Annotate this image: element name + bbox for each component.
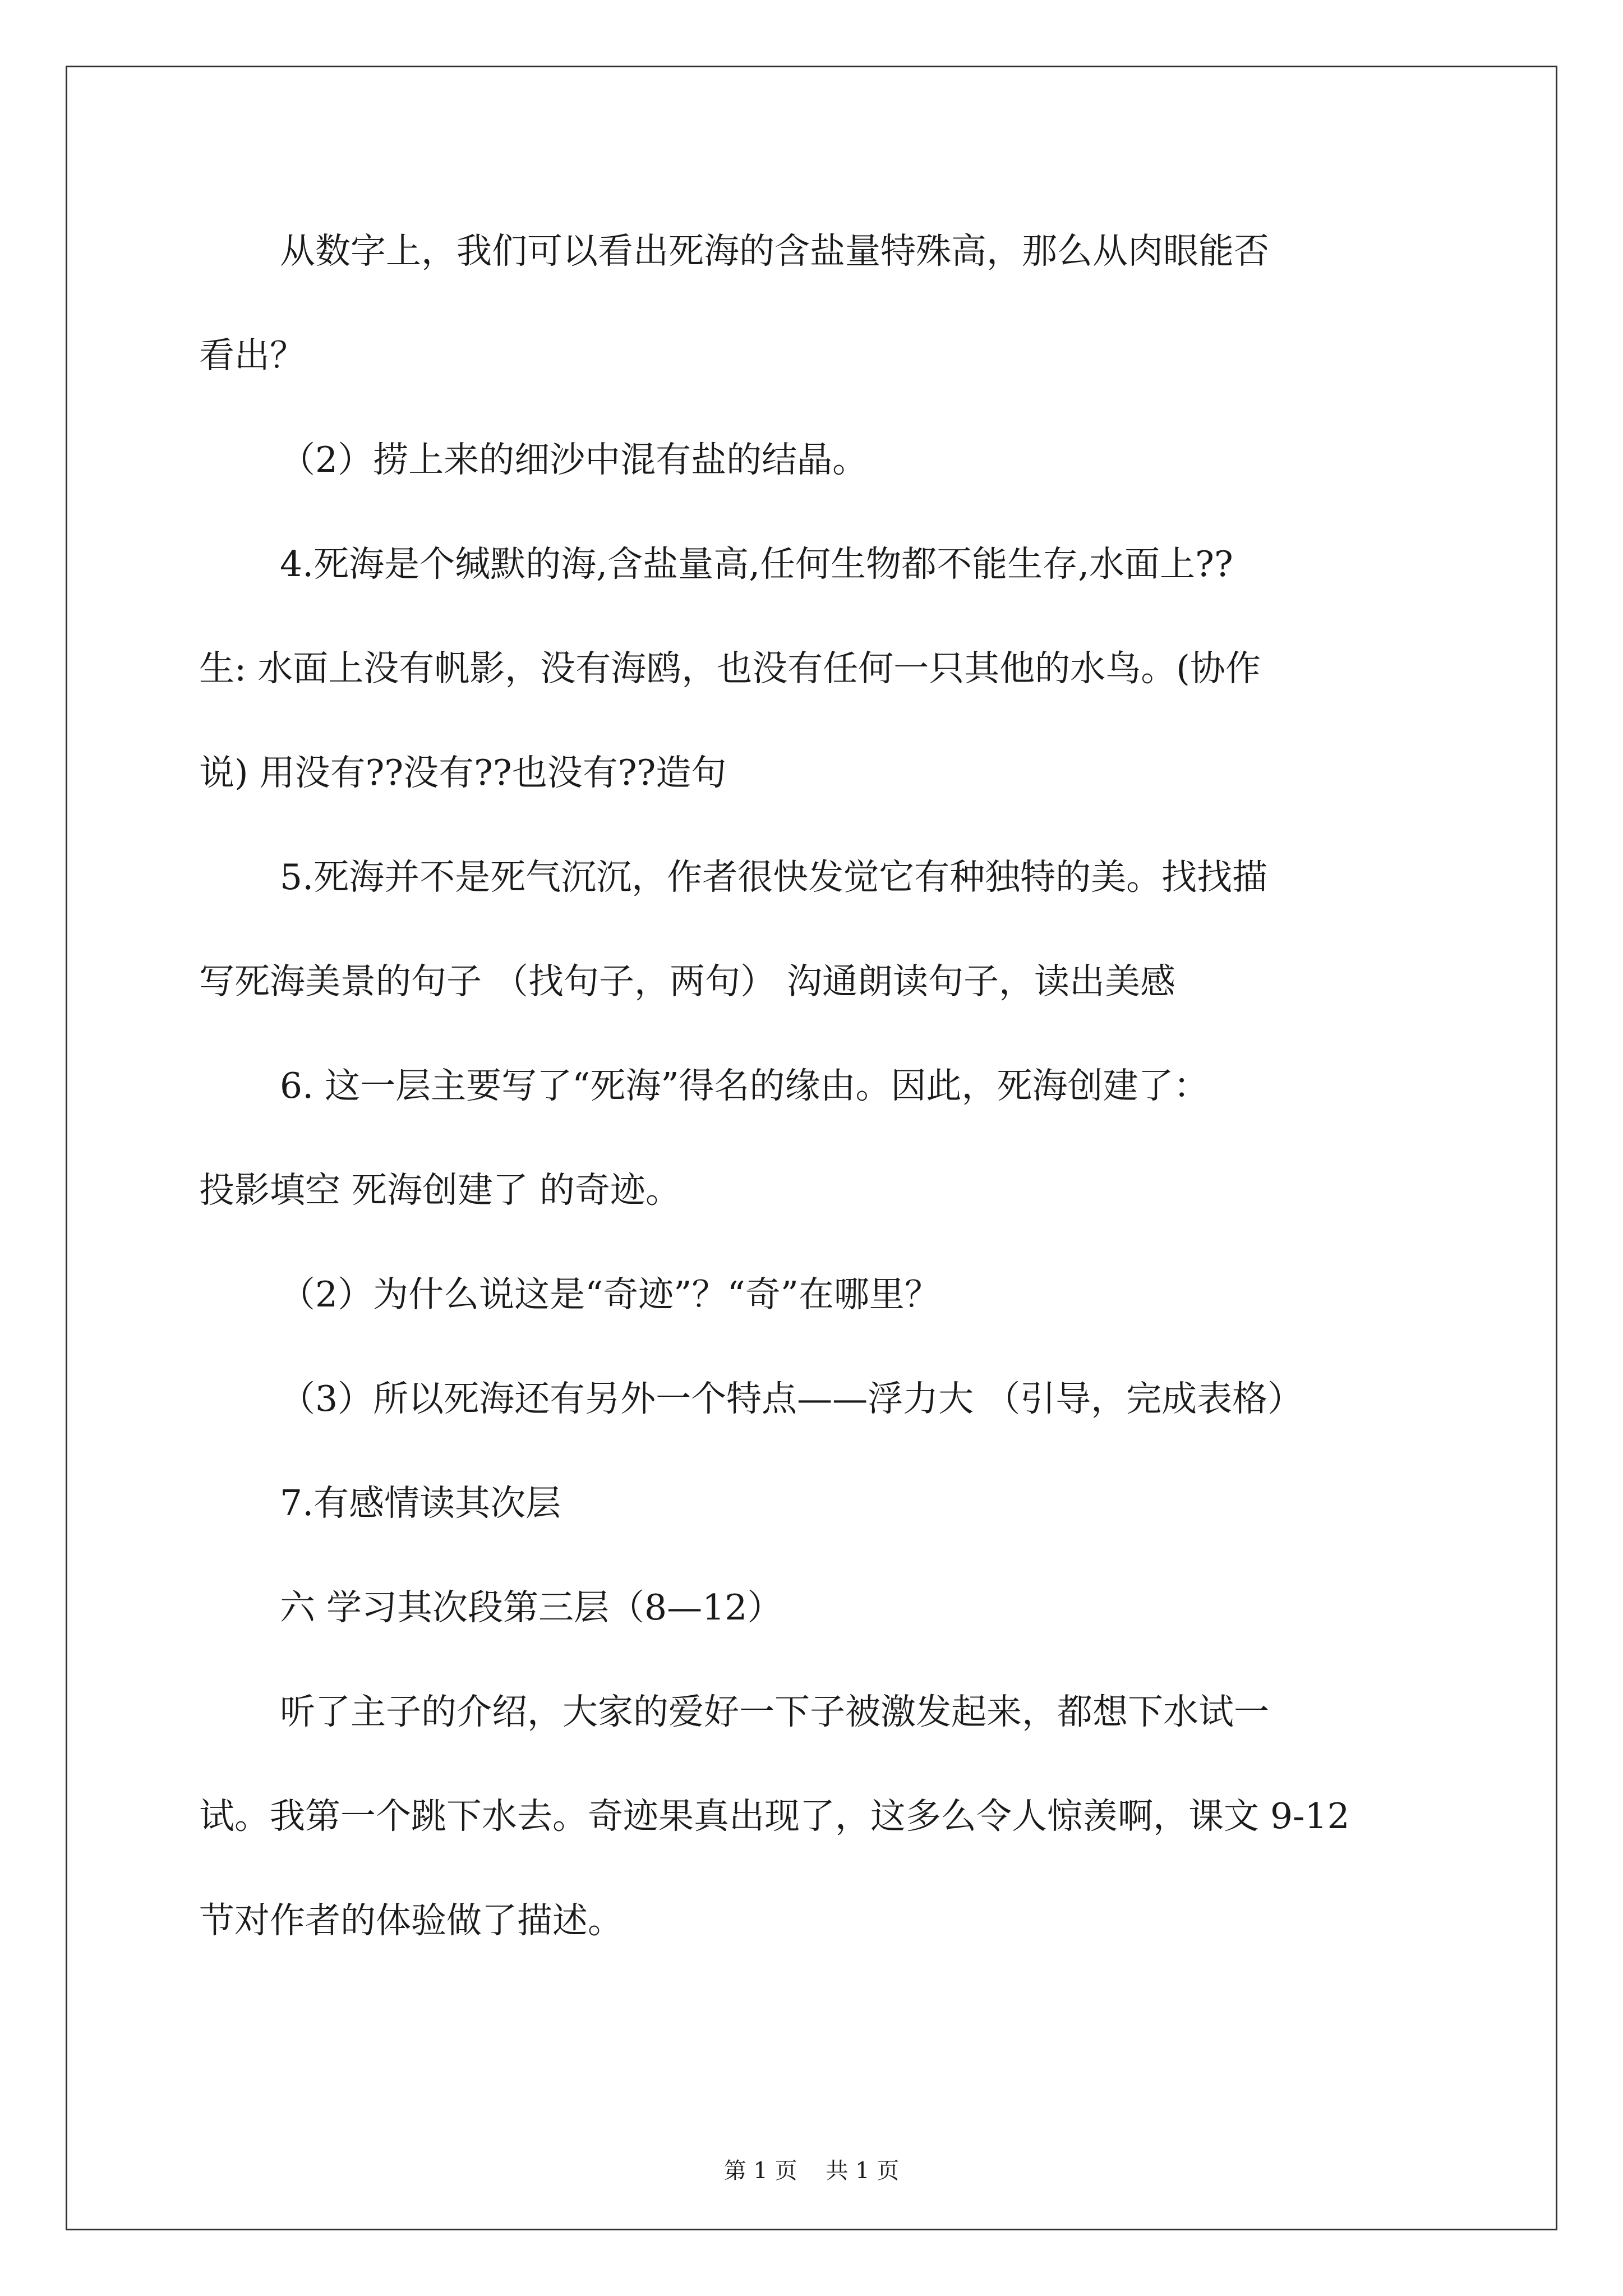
paragraph-line: 5.死海并不是死气沉沉，作者很快发觉它有种独特的美。找找描 bbox=[280, 857, 1268, 898]
paragraph-line: 4.死海是个缄默的海,含盐量高,任何生物都不能生存,水面上?? bbox=[280, 544, 1233, 585]
paragraph-line: 节对作者的体验做了描述。 bbox=[199, 1900, 623, 1941]
paragraph-line: 听了主子的介绍，大家的爱好一下子被激发起来，都想下水试一 bbox=[280, 1691, 1269, 1732]
paragraph-line: 6. 这一层主要写了“死海”得名的缘由。因此，死海创建了： bbox=[280, 1065, 1209, 1106]
paragraph-line: （3）所以死海还有另外一个特点——浮力大 （引导，完成表格） bbox=[280, 1378, 1303, 1419]
paragraph-line: 生: 水面上没有帆影，没有海鸥，也没有任何一只其他的水鸟。(协作 bbox=[199, 648, 1261, 689]
paragraph-line: 写死海美景的句子 （找句子，两句） 沟通朗读句子，读出美感 bbox=[199, 961, 1176, 1002]
paragraph-line: 从数字上，我们可以看出死海的含盐量特殊高，那么从肉眼能否 bbox=[280, 231, 1269, 272]
paragraph-line: 说) 用没有??没有??也没有??造句 bbox=[199, 752, 727, 793]
paragraph-line: （2）为什么说这是“奇迹”？“奇”在哪里？ bbox=[280, 1274, 940, 1315]
paragraph-line: 投影填空 死海创建了 的奇迹。 bbox=[199, 1170, 681, 1211]
paragraph-line: 六 学习其次段第三层（8—12） bbox=[280, 1587, 783, 1628]
paragraph-line: 7.有感情读其次层 bbox=[280, 1483, 561, 1524]
paragraph-line: 看出？ bbox=[199, 335, 305, 376]
paragraph-line: （2）捞上来的细沙中混有盐的结晶。 bbox=[280, 439, 868, 480]
page-footer: 第 1 页 共 1 页 bbox=[723, 2158, 900, 2184]
paragraph-line: 试。我第一个跳下水去。奇迹果真出现了，这多么令人惊羡啊，课文 9-12 bbox=[199, 1796, 1350, 1837]
